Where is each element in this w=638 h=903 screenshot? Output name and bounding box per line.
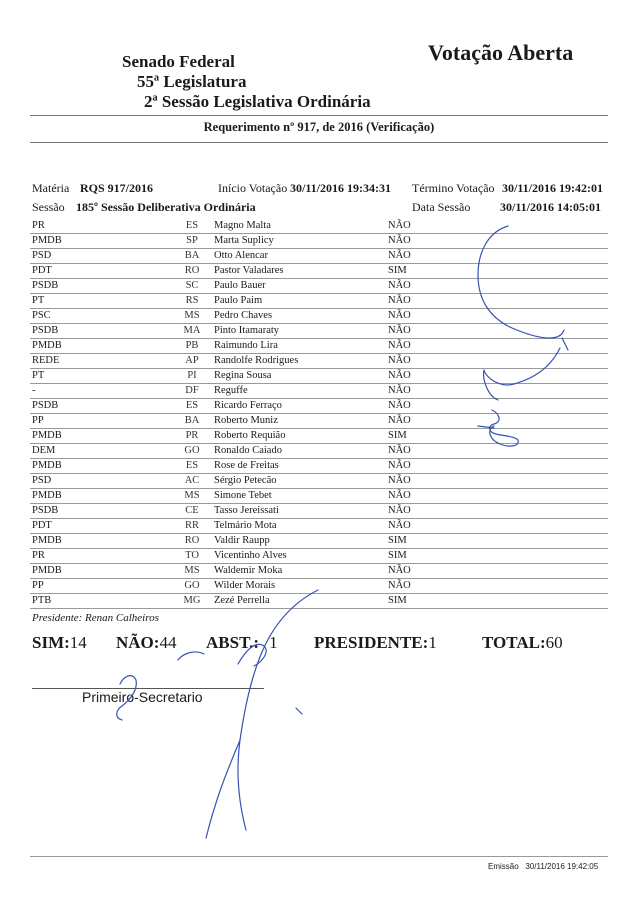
vote-blank — [468, 264, 608, 279]
emissao-stamp — [488, 862, 598, 871]
vote-state: SP — [170, 234, 212, 249]
vote-party: PDT — [30, 264, 170, 279]
vote-state: AP — [170, 354, 212, 369]
vote-senator-name: Pedro Chaves — [212, 309, 386, 324]
vote-row — [30, 339, 608, 354]
abst-total — [206, 633, 278, 653]
legislature: 55ª Legislatura — [137, 72, 247, 91]
sim-total — [32, 633, 87, 653]
vote-blank — [468, 429, 608, 444]
vote-value: NÃO — [386, 474, 468, 489]
vote-value: SIM — [386, 594, 468, 609]
vote-value: NÃO — [386, 354, 468, 369]
vote-blank — [468, 414, 608, 429]
vote-party: PSD — [30, 249, 170, 264]
vote-value: NÃO — [386, 324, 468, 339]
vote-blank — [468, 324, 608, 339]
vote-value: NÃO — [386, 399, 468, 414]
vote-state: RR — [170, 519, 212, 534]
vote-state: MS — [170, 489, 212, 504]
vote-senator-name: Randolfe Rodrigues — [212, 354, 386, 369]
vote-value: SIM — [386, 549, 468, 564]
vote-party: PMDB — [30, 339, 170, 354]
vote-state: RO — [170, 264, 212, 279]
senate-name: Senado Federal — [122, 52, 235, 71]
vote-senator-name: Reguffe — [212, 384, 386, 399]
vote-party: PDT — [30, 519, 170, 534]
vote-state: PB — [170, 339, 212, 354]
inicio-value: 30/11/2016 19:34:31 — [290, 181, 391, 195]
vote-state: ES — [170, 219, 212, 234]
vote-row — [30, 249, 608, 264]
vote-row — [30, 369, 608, 384]
vote-blank — [468, 234, 608, 249]
vote-blank — [468, 249, 608, 264]
legislative-session: 2ª Sessão Legislativa Ordinária — [144, 92, 371, 111]
vote-party: PMDB — [30, 429, 170, 444]
document-title: Votação Aberta — [428, 40, 574, 65]
vote-blank — [468, 579, 608, 594]
vote-state: GO — [170, 444, 212, 459]
vote-state: BA — [170, 414, 212, 429]
vote-party: PT — [30, 294, 170, 309]
vote-senator-name: Wilder Morais — [212, 579, 386, 594]
vote-state: ES — [170, 459, 212, 474]
data-sessao-value: 30/11/2016 14:05:01 — [500, 200, 601, 214]
vote-state: CE — [170, 504, 212, 519]
vote-senator-name: Paulo Bauer — [212, 279, 386, 294]
vote-row — [30, 489, 608, 504]
vote-blank — [468, 459, 608, 474]
abst-value: 1 — [269, 633, 278, 652]
vote-value: NÃO — [386, 384, 468, 399]
vote-senator-name: Regina Sousa — [212, 369, 386, 384]
presidente-total — [314, 633, 437, 653]
vote-senator-name: Zezé Perrella — [212, 594, 386, 609]
ink-stroke-signature-main — [238, 590, 318, 830]
footer-divider — [30, 856, 608, 857]
vote-blank — [468, 564, 608, 579]
vote-party: PR — [30, 219, 170, 234]
vote-value: NÃO — [386, 294, 468, 309]
abst-label: ABST.: — [206, 633, 260, 652]
vote-senator-name: Tasso Jereissati — [212, 504, 386, 519]
vote-blank — [468, 474, 608, 489]
vote-party: PMDB — [30, 534, 170, 549]
vote-blank — [468, 339, 608, 354]
vote-blank — [468, 504, 608, 519]
requerimento-title: Requerimento nº 917, de 2016 (Verificação) — [203, 120, 435, 134]
vote-value: NÃO — [386, 519, 468, 534]
vote-party: PTB — [30, 594, 170, 609]
vote-row — [30, 549, 608, 564]
vote-value: SIM — [386, 264, 468, 279]
vote-row — [30, 534, 608, 549]
vote-senator-name: Simone Tebet — [212, 489, 386, 504]
vote-value: NÃO — [386, 414, 468, 429]
vote-state: PI — [170, 369, 212, 384]
vote-state: RO — [170, 534, 212, 549]
vote-senator-name: Sérgio Petecão — [212, 474, 386, 489]
vote-state: RS — [170, 294, 212, 309]
vote-blank — [468, 384, 608, 399]
vote-blank — [468, 594, 608, 609]
vote-state: PR — [170, 429, 212, 444]
sessao-label: Sessão — [32, 200, 65, 214]
presidente-total-label: PRESIDENTE: — [314, 633, 429, 652]
emissao-value: 30/11/2016 19:42:05 — [525, 862, 599, 871]
vote-value: NÃO — [386, 339, 468, 354]
vote-senator-name: Pinto Itamaraty — [212, 324, 386, 339]
ink-stroke-signature-arc — [206, 740, 240, 838]
vote-party: - — [30, 384, 170, 399]
vote-value: NÃO — [386, 279, 468, 294]
vote-state: DF — [170, 384, 212, 399]
vote-row — [30, 234, 608, 249]
vote-party: PMDB — [30, 234, 170, 249]
vote-senator-name: Waldemir Moka — [212, 564, 386, 579]
vote-senator-name: Raimundo Lira — [212, 339, 386, 354]
vote-row — [30, 474, 608, 489]
vote-state: MS — [170, 564, 212, 579]
nao-value: 44 — [159, 633, 177, 652]
vote-value: NÃO — [386, 309, 468, 324]
vote-party: PSDB — [30, 279, 170, 294]
vote-value: SIM — [386, 429, 468, 444]
sessao-value: 185º Sessão Deliberativa Ordinária — [76, 200, 256, 214]
vote-row — [30, 384, 608, 399]
data-sessao-label: Data Sessão — [412, 200, 471, 214]
vote-blank — [468, 399, 608, 414]
signature-label: Primeiro-Secretario — [82, 689, 203, 705]
vote-value: NÃO — [386, 234, 468, 249]
vote-blank — [468, 489, 608, 504]
materia-label: Matéria — [32, 181, 70, 195]
vote-row — [30, 294, 608, 309]
vote-row — [30, 219, 608, 234]
vote-value: NÃO — [386, 249, 468, 264]
vote-row — [30, 459, 608, 474]
vote-row — [30, 354, 608, 369]
nao-total — [116, 633, 176, 653]
vote-value: NÃO — [386, 444, 468, 459]
vote-party: PSD — [30, 474, 170, 489]
vote-state: AC — [170, 474, 212, 489]
vote-senator-name: Ronaldo Caiado — [212, 444, 386, 459]
vote-row — [30, 414, 608, 429]
vote-row — [30, 279, 608, 294]
vote-blank — [468, 279, 608, 294]
vote-value: NÃO — [386, 564, 468, 579]
termino-label: Término Votação — [412, 181, 495, 195]
vote-state: BA — [170, 249, 212, 264]
vote-value: NÃO — [386, 219, 468, 234]
termino-value: 30/11/2016 19:42:01 — [502, 181, 603, 195]
vote-row — [30, 429, 608, 444]
vote-row — [30, 444, 608, 459]
vote-row — [30, 324, 608, 339]
vote-row — [30, 594, 608, 609]
vote-row — [30, 564, 608, 579]
vote-row — [30, 309, 608, 324]
vote-party: REDE — [30, 354, 170, 369]
vote-party: PSDB — [30, 504, 170, 519]
inicio-label: Início Votação — [218, 181, 288, 195]
header-divider — [30, 115, 608, 116]
ink-stroke-signature-flourish — [178, 652, 204, 660]
grand-total — [482, 633, 563, 653]
vote-party: PR — [30, 549, 170, 564]
sim-label: SIM: — [32, 633, 70, 652]
vote-state: MG — [170, 594, 212, 609]
vote-party: PT — [30, 369, 170, 384]
vote-senator-name: Telmário Mota — [212, 519, 386, 534]
vote-value: NÃO — [386, 459, 468, 474]
vote-senator-name: Ricardo Ferraço — [212, 399, 386, 414]
presidente-line: Presidente: Renan Calheiros — [32, 612, 159, 624]
requerimento-divider — [30, 142, 608, 143]
vote-blank — [468, 444, 608, 459]
vote-senator-name: Valdir Raupp — [212, 534, 386, 549]
ink-stroke-tick — [296, 708, 302, 714]
vote-row — [30, 519, 608, 534]
vote-party: PP — [30, 579, 170, 594]
sim-value: 14 — [69, 633, 87, 652]
nao-label: NÃO: — [116, 633, 160, 652]
vote-blank — [468, 534, 608, 549]
emissao-label: Emissão — [488, 862, 519, 871]
vote-value: NÃO — [386, 579, 468, 594]
vote-state: TO — [170, 549, 212, 564]
vote-senator-name: Vicentinho Alves — [212, 549, 386, 564]
vote-blank — [468, 369, 608, 384]
vote-senator-name: Pastor Valadares — [212, 264, 386, 279]
vote-party: PP — [30, 414, 170, 429]
vote-party: PSDB — [30, 399, 170, 414]
total-value: 60 — [545, 633, 563, 652]
vote-state: SC — [170, 279, 212, 294]
vote-blank — [468, 219, 608, 234]
vote-row — [30, 399, 608, 414]
vote-state: ES — [170, 399, 212, 414]
vote-senator-name: Paulo Paim — [212, 294, 386, 309]
vote-value: NÃO — [386, 504, 468, 519]
vote-senator-name: Roberto Muniz — [212, 414, 386, 429]
vote-blank — [468, 309, 608, 324]
vote-senator-name: Rose de Freitas — [212, 459, 386, 474]
vote-blank — [468, 549, 608, 564]
presidente-total-value: 1 — [428, 633, 437, 652]
vote-senator-name: Magno Malta — [212, 219, 386, 234]
vote-party: PSC — [30, 309, 170, 324]
vote-blank — [468, 354, 608, 369]
vote-party: PMDB — [30, 459, 170, 474]
vote-state: MA — [170, 324, 212, 339]
vote-blank — [468, 294, 608, 309]
votes-table — [30, 219, 608, 609]
vote-senator-name: Marta Suplicy — [212, 234, 386, 249]
vote-party: DEM — [30, 444, 170, 459]
vote-row — [30, 264, 608, 279]
vote-senator-name: Otto Alencar — [212, 249, 386, 264]
vote-row — [30, 504, 608, 519]
vote-state: GO — [170, 579, 212, 594]
total-label: TOTAL: — [482, 633, 546, 652]
vote-row — [30, 579, 608, 594]
vote-party: PMDB — [30, 489, 170, 504]
vote-value: SIM — [386, 534, 468, 549]
vote-blank — [468, 519, 608, 534]
vote-value: NÃO — [386, 489, 468, 504]
vote-senator-name: Roberto Requião — [212, 429, 386, 444]
vote-party: PMDB — [30, 564, 170, 579]
materia-value: RQS 917/2016 — [80, 181, 154, 195]
vote-value: NÃO — [386, 369, 468, 384]
vote-state: MS — [170, 309, 212, 324]
vote-party: PSDB — [30, 324, 170, 339]
